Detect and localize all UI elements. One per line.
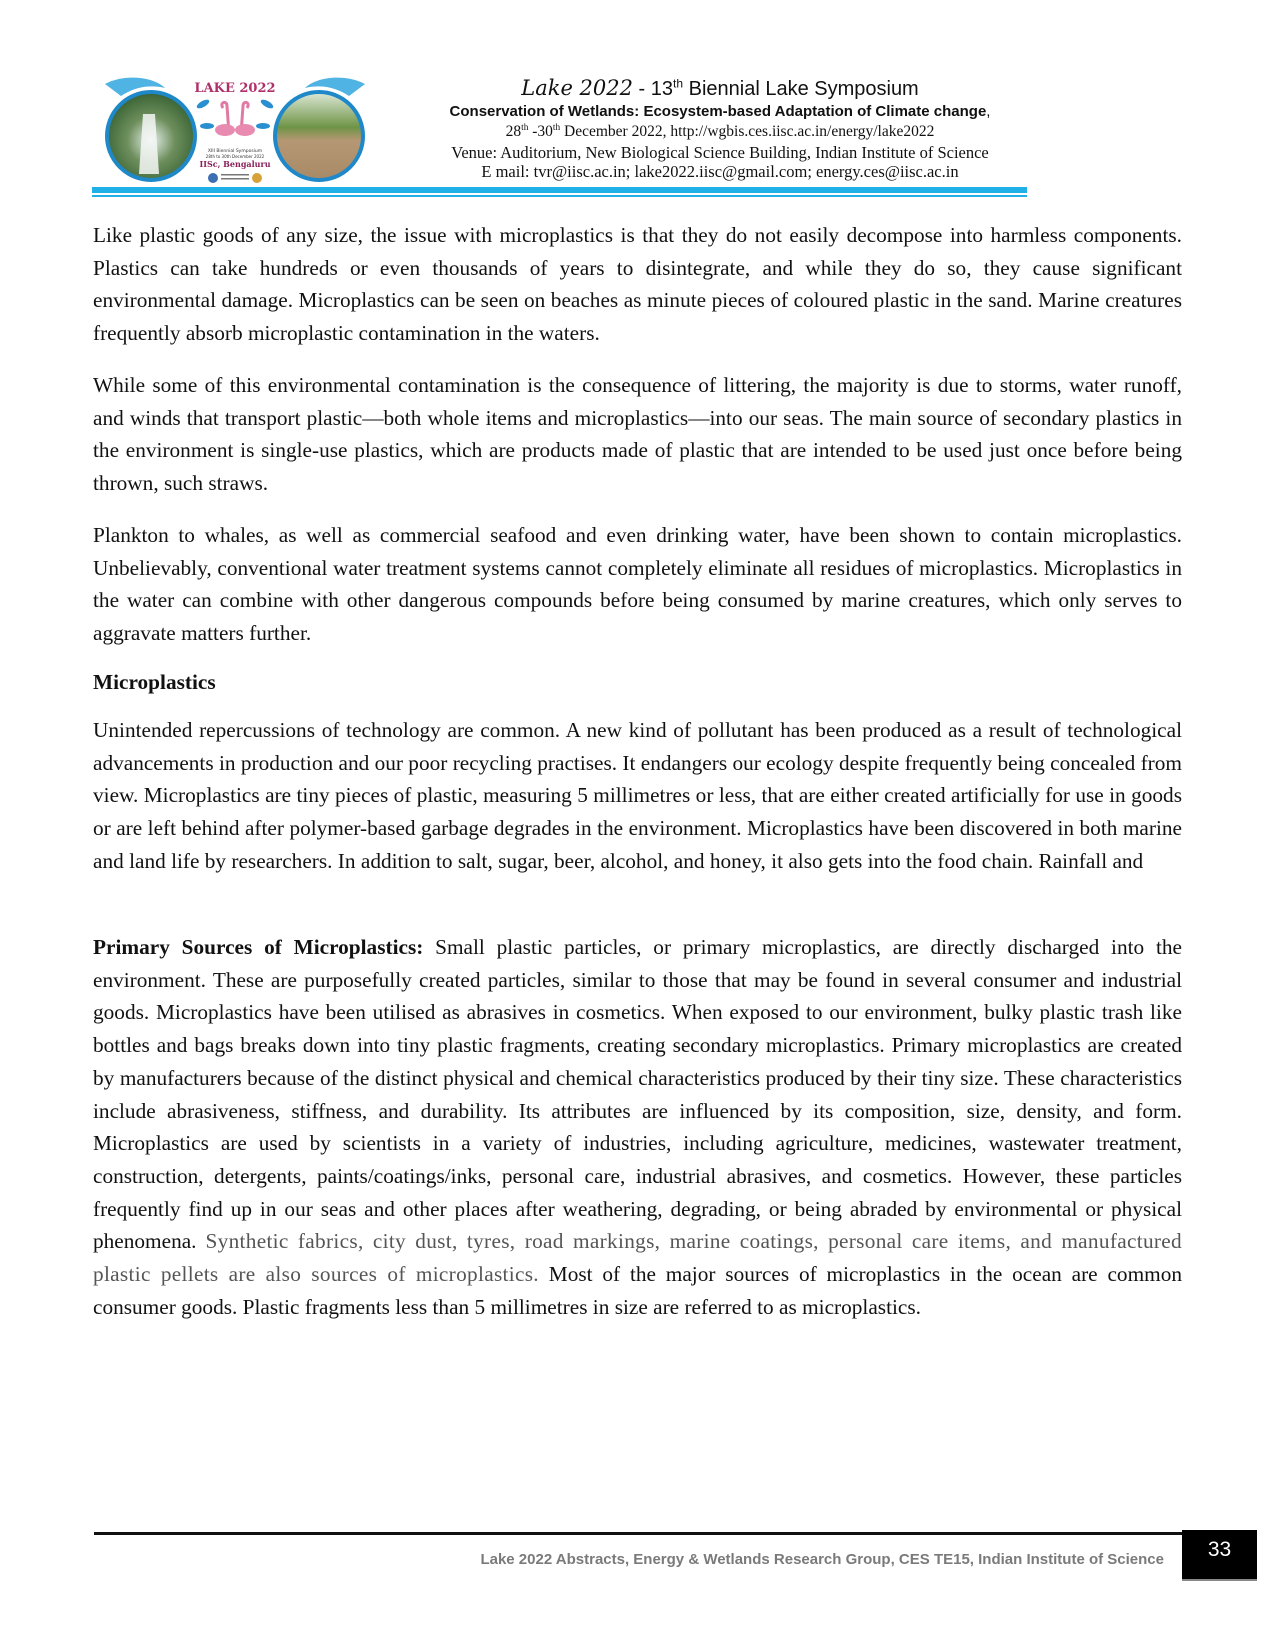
svg-text:IISc, Bengaluru: IISc, Bengaluru bbox=[199, 159, 271, 169]
footer-text: Lake 2022 Abstracts, Energy & Wetlands Research Group, CES TE15, Indian Institute of Science bbox=[480, 1551, 1164, 1568]
paragraph-5: Primary Sources of Microplastics: Small plastic particles, or primary microplastics, are directly discharged into the environment. These are purposefully created particles, similar to those that may be found in several consumer and industrial goods. Microplastics have been utilised as abrasives in cosmetics. When exposed to our environment, bulky plastic trash like bottles and bags breaks down into tiny plastic fragments, creating secondary microplastics. Primary microplastics are created by manufacturers because of the distinct physical and chemical characteristics produced by their tiny size. These characteristics include abrasiveness, stiffness, and durability. Its attributes are influenced by its composition, size, density, and form. Microplastics are used by scientists in a variety of industries, including agriculture, medicines, wastewater treatment, construction, detergents, paints/coatings/inks, personal care, industrial abrasives, and cosmetics. However, these particles frequently find up in our seas and other places after weathering, degrading, or being abraded by environmental or physical phenomena. Synthetic fabrics, city dust, tyres, road markings, marine coatings, personal care items, and manufactured plastic pellets are also sources of microplastics. Most of the major sources of microplastics in the ocean are common consumer goods. Plastic fragments less than 5 millimetres in size are referred to as microplastics. bbox=[93, 935, 1182, 1319]
symposium-title: Lake 2022 - 13th Biennial Lake Symposium bbox=[521, 76, 919, 100]
highlighted-sentence: Synthetic fabrics, city dust, tyres, road markings, marine coatings, personal care items, and manufactured plastic pellets are also sources of microplastics. bbox=[93, 1229, 1182, 1287]
header-divider-thick bbox=[92, 187, 1027, 193]
section-heading-microplastics: Microplastics bbox=[93, 670, 216, 694]
paragraph-2: While some of this environmental contamination is the consequence of littering, the majority is due to storms, water runoff, and winds that transport plastic—both whole items and microplastics—into our seas. The main source of secondary plastics in the environment is single-use plastics, which are products made of plastic that are intended to be used just once before being thrown, such straws. bbox=[93, 373, 1182, 496]
page-number: 33 bbox=[1182, 1530, 1257, 1581]
svg-text:LAKE 2022: LAKE 2022 bbox=[194, 81, 276, 96]
symposium-url: December 2022, http://wgbis.ces.iisc.ac.in/energy/lake2022 bbox=[560, 123, 935, 141]
header-divider-thin bbox=[92, 195, 1027, 197]
lake-2022-logo-icon bbox=[103, 74, 367, 186]
svg-text:XIII Biennial Symposium: XIII Biennial Symposium bbox=[207, 149, 263, 154]
svg-text:28th to 30th December 2022: 28th to 30th December 2022 bbox=[205, 154, 265, 159]
symposium-dates: 28th -30th December 2022, http://wgbis.ces.iisc.ac.in/energy/lake2022 bbox=[505, 123, 935, 141]
header-divider bbox=[92, 187, 1027, 198]
paragraph-3: Plankton to whales, as well as commercial seafood and even drinking water, have been shown to contain microplastics. Unbelievably, conventional water treatment systems cannot completely eliminate all residues of microplastics. Microplastics in the water can combine with other dangerous compounds before being consumed by marine creatures, which only serves to aggravate matters further. bbox=[93, 523, 1182, 646]
paragraph-4: Unintended repercussions of technology are common. A new kind of pollutant has been produced as a result of technological advancements in production and our poor recycling practises. It endangers our ecology despite frequently being concealed from view. Microplastics are tiny pieces of plastic, measuring 5 millimetres or less, that are either created artificially for use in goods or are left behind after polymer-based garbage degrades in the environment. Microplastics have been discovered in both marine and land life by researchers. In addition to salt, sugar, beer, alcohol, and honey, it also gets into the food chain. Rainfall and bbox=[93, 718, 1182, 873]
footer-divider bbox=[94, 1532, 1184, 1535]
symposium-venue: Venue: Auditorium, New Biological Science Building, Indian Institute of Science bbox=[451, 143, 989, 162]
symposium-subtitle: Conservation of Wetlands: Ecosystem-based Adaptation of Climate change, bbox=[449, 103, 991, 120]
title-lake: Lake 2022 bbox=[521, 76, 633, 100]
symposium-logo bbox=[103, 74, 367, 186]
symposium-email: E mail: tvr@iisc.ac.in; lake2022.iisc@gmail.com; energy.ces@iisc.ac.in bbox=[481, 162, 959, 181]
paragraph-1: Like plastic goods of any size, the issue with microplastics is that they do not easily decompose into harmless components. Plastics can take hundreds or even thousands of years to disintegrate, and while they do so, they cause significant environmental damage. Microplastics can be seen on beaches as minute pieces of coloured plastic in the sand. Marine creatures frequently absorb microplastic contamination in the waters. bbox=[93, 223, 1182, 346]
primary-sources-label: Primary Sources of Microplastics: bbox=[93, 935, 424, 959]
